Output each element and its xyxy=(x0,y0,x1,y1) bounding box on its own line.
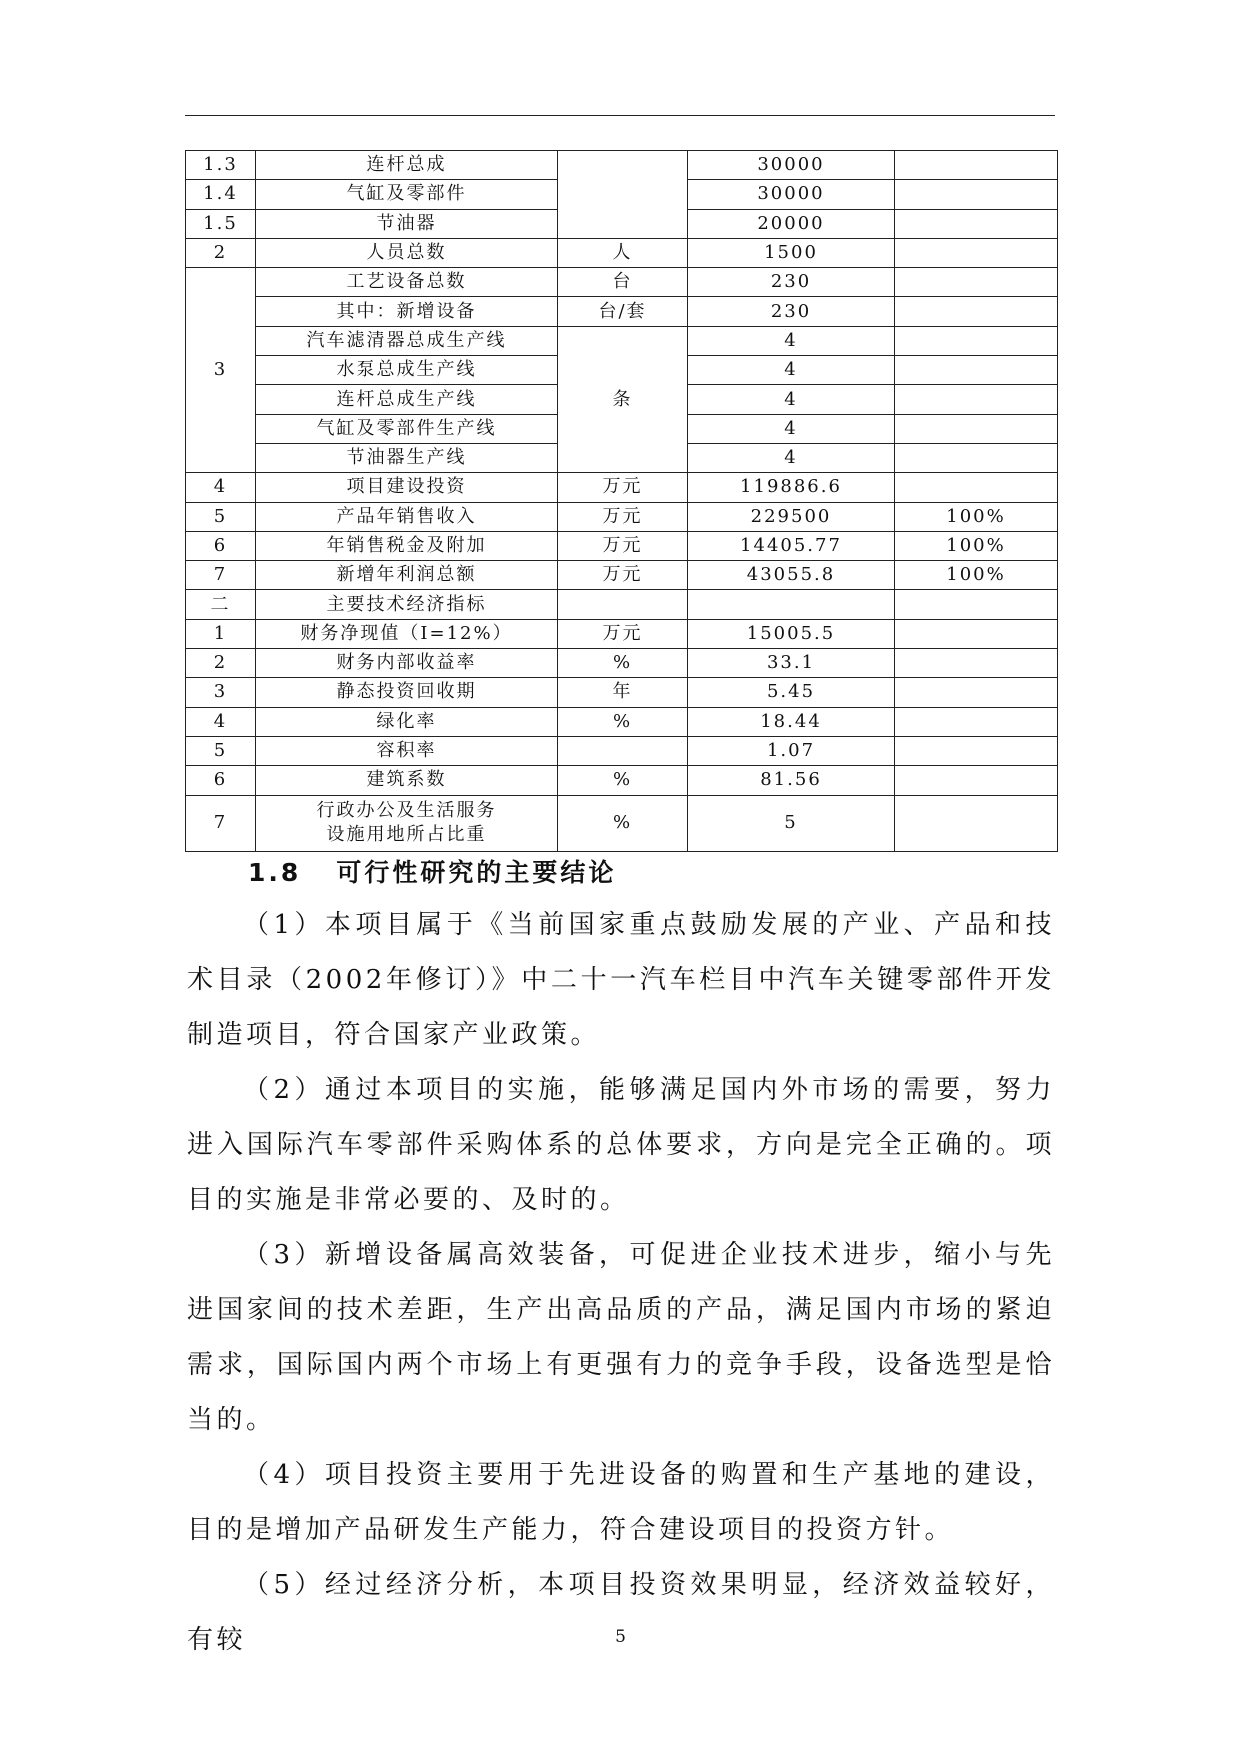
row-number: 4 xyxy=(186,473,256,502)
row-value: 4 xyxy=(688,443,895,472)
row-note xyxy=(895,297,1058,326)
row-unit: 条 xyxy=(558,326,688,472)
row-number: 2 xyxy=(186,238,256,267)
row-note xyxy=(895,707,1058,736)
row-value: 119886.6 xyxy=(688,473,895,502)
row-name: 水泵总成生产线 xyxy=(256,356,558,385)
indicator-table xyxy=(185,150,1058,852)
row-value: 18.44 xyxy=(688,707,895,736)
row-name: 连杆总成 xyxy=(256,151,558,180)
row-value: 81.56 xyxy=(688,766,895,795)
row-value: 230 xyxy=(688,268,895,297)
row-name: 项目建设投资 xyxy=(256,473,558,502)
row-name: 连杆总成生产线 xyxy=(256,385,558,414)
row-value: 30000 xyxy=(688,151,895,180)
row-note xyxy=(895,356,1058,385)
row-value: 5 xyxy=(688,795,895,851)
row-note xyxy=(895,238,1058,267)
row-note xyxy=(895,326,1058,355)
row-value: 15005.5 xyxy=(688,619,895,648)
row-number: 5 xyxy=(186,736,256,765)
row-note xyxy=(895,209,1058,238)
row-number: 4 xyxy=(186,707,256,736)
row-note xyxy=(895,151,1058,180)
row-unit xyxy=(558,736,688,765)
row-unit: % xyxy=(558,766,688,795)
row-unit xyxy=(558,151,688,239)
row-note xyxy=(895,443,1058,472)
row-name-line: 设施用地所占比重 xyxy=(326,824,487,846)
row-note xyxy=(895,268,1058,297)
row-name: 主要技术经济指标 xyxy=(256,590,558,619)
row-value: 14405.77 xyxy=(688,531,895,560)
row-note xyxy=(895,678,1058,707)
row-value: 230 xyxy=(688,297,895,326)
row-name: 财务内部收益率 xyxy=(256,649,558,678)
row-number: 2 xyxy=(186,649,256,678)
row-unit xyxy=(558,590,688,619)
row-note xyxy=(895,385,1058,414)
row-name: 绿化率 xyxy=(256,707,558,736)
row-name: 气缸及零部件生产线 xyxy=(256,414,558,443)
row-value: 4 xyxy=(688,414,895,443)
row-name-line: 行政办公及生活服务 xyxy=(316,800,497,822)
section-number: 1.8 xyxy=(248,858,302,887)
row-number: 6 xyxy=(186,766,256,795)
table-row xyxy=(186,473,1058,502)
row-value: 43055.8 xyxy=(688,561,895,590)
paragraph: （5）经过经济分析，本项目投资效果明显，经济效益较好，有较 xyxy=(187,1570,1055,1655)
row-number: 1.5 xyxy=(186,209,256,238)
row-unit: 台/套 xyxy=(558,297,688,326)
row-note xyxy=(895,649,1058,678)
row-unit: 万元 xyxy=(558,473,688,502)
row-name: 汽车滤清器总成生产线 xyxy=(256,326,558,355)
body-text xyxy=(187,898,1055,1668)
row-name: 建筑系数 xyxy=(256,766,558,795)
table-row xyxy=(186,678,1058,707)
table-body-indicators xyxy=(186,473,1058,795)
table-row xyxy=(186,649,1058,678)
row-number: 1 xyxy=(186,619,256,648)
paragraph: （3）新增设备属高效装备，可促进企业技术进步，缩小与先进国家间的技术差距，生产出高品质的产品，满足国内市场的紧迫需求，国际国内两个市场上有更强有力的竞争手段，设备选型是恰当的。 xyxy=(187,1240,1055,1435)
row-note xyxy=(895,736,1058,765)
row-unit: 年 xyxy=(558,678,688,707)
row-note: 100% xyxy=(895,561,1058,590)
table-row xyxy=(186,561,1058,590)
table-row xyxy=(186,766,1058,795)
row-number: 6 xyxy=(186,531,256,560)
table-row xyxy=(186,531,1058,560)
table-row xyxy=(186,297,1058,326)
row-number: 7 xyxy=(186,561,256,590)
row-note: 100% xyxy=(895,502,1058,531)
row-note: 100% xyxy=(895,531,1058,560)
row-value: 20000 xyxy=(688,209,895,238)
table-row xyxy=(186,707,1058,736)
row-note xyxy=(895,795,1058,851)
row-name: 工艺设备总数 xyxy=(256,268,558,297)
row-number: 1.4 xyxy=(186,180,256,209)
row-value xyxy=(688,590,895,619)
section-heading xyxy=(248,853,616,889)
row-note xyxy=(895,619,1058,648)
table-row xyxy=(186,795,1058,851)
row-note xyxy=(895,473,1058,502)
row-name: 产品年销售收入 xyxy=(256,502,558,531)
section-title: 可行性研究的主要结论 xyxy=(336,858,617,887)
row-unit: % xyxy=(558,795,688,851)
row-unit: 万元 xyxy=(558,619,688,648)
row-unit: 万元 xyxy=(558,531,688,560)
row-value: 4 xyxy=(688,385,895,414)
row-number: 7 xyxy=(186,795,256,851)
row-value: 5.45 xyxy=(688,678,895,707)
row-name: 节油器生产线 xyxy=(256,443,558,472)
row-note xyxy=(895,766,1058,795)
row-value: 33.1 xyxy=(688,649,895,678)
table-row xyxy=(186,619,1058,648)
row-value: 4 xyxy=(688,326,895,355)
row-name: 人员总数 xyxy=(256,238,558,267)
row-note xyxy=(895,414,1058,443)
row-note xyxy=(895,180,1058,209)
row-note xyxy=(895,590,1058,619)
row-number: 3 xyxy=(186,678,256,707)
row-name: 其中：新增设备 xyxy=(256,297,558,326)
page-number: 5 xyxy=(615,1627,626,1647)
table-row xyxy=(186,151,1058,180)
row-name: 静态投资回收期 xyxy=(256,678,558,707)
paragraph: （2）通过本项目的实施，能够满足国内外市场的需要，努力进入国际汽车零部件采购体系的总体要求，方向是完全正确的。项目的实施是非常必要的、及时的。 xyxy=(187,1075,1055,1215)
row-value: 30000 xyxy=(688,180,895,209)
row-name: 容积率 xyxy=(256,736,558,765)
table-row xyxy=(186,268,1058,297)
row-name: 气缸及零部件 xyxy=(256,180,558,209)
row-name: 财务净现值（I=12%） xyxy=(256,619,558,648)
paragraph: （4）项目投资主要用于先进设备的购置和生产基地的建设，目的是增加产品研发生产能力，符合建设项目的投资方针。 xyxy=(187,1460,1055,1545)
header-rule xyxy=(185,115,1055,116)
row-value: 4 xyxy=(688,356,895,385)
row-number: 3 xyxy=(186,268,256,473)
table-row xyxy=(186,736,1058,765)
table-row xyxy=(186,590,1058,619)
row-unit: 台 xyxy=(558,268,688,297)
row-value: 229500 xyxy=(688,502,895,531)
table-row xyxy=(186,238,1058,267)
row-value: 1.07 xyxy=(688,736,895,765)
table-row xyxy=(186,502,1058,531)
row-name: 节油器 xyxy=(256,209,558,238)
row-number: 1.3 xyxy=(186,151,256,180)
paragraph: （1）本项目属于《当前国家重点鼓励发展的产业、产品和技术目录（2002年修订）》中二十一汽车栏目中汽车关键零部件开发制造项目，符合国家产业政策。 xyxy=(187,910,1055,1050)
row-unit: 万元 xyxy=(558,561,688,590)
row-number: 5 xyxy=(186,502,256,531)
row-name xyxy=(256,795,558,851)
table-row xyxy=(186,326,1058,355)
row-unit: % xyxy=(558,707,688,736)
row-name: 年销售税金及附加 xyxy=(256,531,558,560)
row-unit: 人 xyxy=(558,238,688,267)
row-unit: 万元 xyxy=(558,502,688,531)
row-number: 二 xyxy=(186,590,256,619)
row-name: 新增年利润总额 xyxy=(256,561,558,590)
row-unit: % xyxy=(558,649,688,678)
row-value: 1500 xyxy=(688,238,895,267)
